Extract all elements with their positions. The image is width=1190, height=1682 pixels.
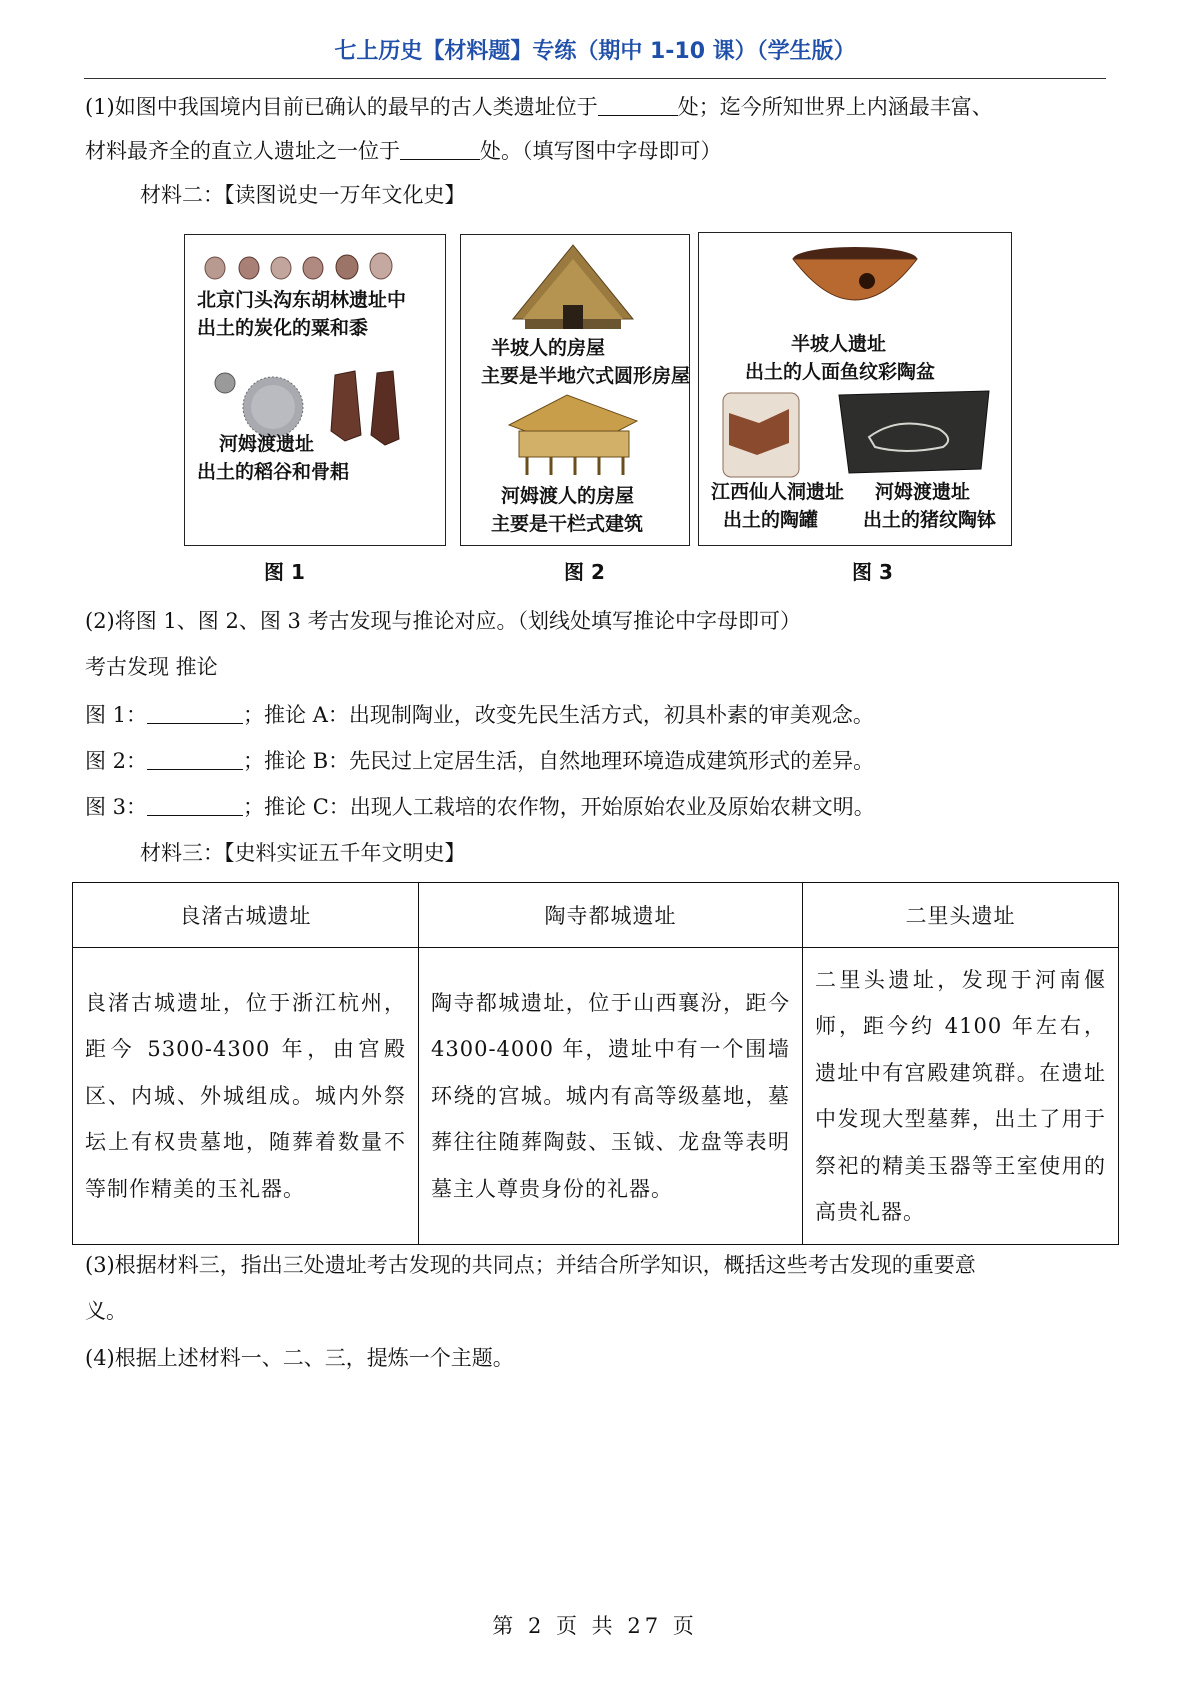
q2-row-2-fig: 图 2： [85, 749, 148, 773]
figure-2-label: 图 2 [564, 560, 605, 584]
q2-row-1-fig: 图 1： [85, 703, 148, 727]
table-header-liangzhu: 良渚古城遗址 [73, 883, 419, 948]
painted-basin-icon [793, 247, 917, 300]
millet-grains-icon [205, 253, 392, 279]
table-cell-liangzhu: 良渚古城遗址，位于浙江杭州，距今 5300-4300 年，由宫殿区、内城、外城组成。城内外祭坛上有权贵墓地，随葬着数量不等制作精美的玉礼器。 [73, 948, 419, 1245]
q1-text-d: 处。（填写图中字母即可） [480, 139, 722, 163]
q4-line-1: (4)根据上述材料一、二、三，提炼一个主题。 [85, 1346, 514, 1370]
figure-3-label: 图 3 [852, 560, 893, 584]
figure-2-caption-2: 主要是半地穴式圆形房屋 [481, 365, 691, 387]
round-hut-icon [513, 245, 633, 329]
stilt-house-icon [509, 395, 637, 475]
material3-table [72, 882, 1119, 1245]
figure-2-caption-1: 半坡人的房屋 [491, 337, 606, 359]
figure-1-label: 图 1 [264, 560, 305, 584]
figure-3-caption-6: 出土的猪纹陶钵 [863, 509, 997, 531]
figure-2-caption-3: 河姆渡人的房屋 [501, 485, 635, 507]
rice-grain-icon [215, 373, 303, 437]
table-header-erlitou: 二里头遗址 [803, 883, 1119, 948]
figure-3-caption-1: 半坡人遗址 [791, 333, 887, 355]
q2-answer-blank-2[interactable] [147, 747, 243, 770]
q1-text-c: 材料最齐全的直立人遗址之一位于 [85, 139, 400, 163]
q2-row-3-text: ；推论 C：出现人工栽培的农作物，开始原始农业及原始农耕文明。 [243, 795, 875, 819]
figure-1 [184, 234, 446, 546]
figure-3-caption-5: 河姆渡遗址 [875, 481, 971, 503]
table-row [73, 948, 1119, 1245]
q2-answer-blank-3[interactable] [147, 793, 243, 816]
q2-row-2-text: ；推论 B：先民过上定居生活，自然地理环境造成建筑形式的差异。 [243, 749, 875, 773]
q1-line-1 [85, 92, 993, 122]
q2-row-2 [85, 746, 874, 776]
page-header-title: 七上历史【材料题】专练（期中 1-10 课）（学生版） [334, 39, 856, 64]
q1-answer-blank-2[interactable] [400, 137, 480, 160]
table-cell-taosi: 陶寺都城遗址，位于山西襄汾，距今 4300-4000 年，遗址中有一个围墙环绕的宫城。城内有高等级墓地，墓葬往往随葬陶鼓、玉钺、龙盘等表明墓主人尊贵身份的礼器。 [419, 948, 803, 1245]
q2-row-1 [85, 700, 874, 730]
figure-1-caption-4: 出土的稻谷和骨耜 [197, 461, 350, 483]
q1-line-2 [85, 136, 722, 166]
figure-2-caption-4: 主要是干栏式建筑 [491, 513, 644, 535]
table-cell-erlitou: 二里头遗址，发现于河南偃师，距今约 4100 年左右，遗址中有宫殿建筑群。在遗址中发现大型墓葬，出土了用于祭祀的精美玉器等王室使用的高贵礼器。 [803, 948, 1119, 1245]
figure-2 [460, 234, 690, 546]
q2-row-1-text: ；推论 A：出现制陶业，改变先民生活方式，初具朴素的审美观念。 [243, 703, 874, 727]
q2-answer-blank-1[interactable] [147, 701, 243, 724]
q1-answer-blank-1[interactable] [598, 93, 678, 116]
figure-3-caption-2: 出土的人面鱼纹彩陶盆 [745, 361, 936, 383]
table-header-taosi: 陶寺都城遗址 [419, 883, 803, 948]
figure-3-caption-3: 江西仙人洞遗址 [711, 481, 845, 503]
material2-title: 材料二：【读图说史一万年文化史】 [140, 183, 466, 207]
figure-1-caption-3: 河姆渡遗址 [219, 433, 315, 455]
q2-row-3-fig: 图 3： [85, 795, 148, 819]
table-header-row [73, 883, 1119, 948]
pottery-jar-icon [723, 393, 799, 477]
pig-bowl-icon [839, 391, 989, 473]
q3-line-1: (3)根据材料三，指出三处遗址考古发现的共同点；并结合所学知识，概括这些考古发现的重要意 [85, 1253, 976, 1277]
page-footer: 第 2 页 共 27 页 [492, 1614, 698, 1638]
figure-1-artwork [185, 235, 445, 545]
figure-3-caption-4: 出土的陶罐 [723, 509, 819, 531]
figure-1-caption-2: 出土的炭化的粟和黍 [197, 317, 369, 339]
q2-intro: (2)将图 1、图 2、图 3 考古发现与推论对应。（划线处填写推论中字母即可） [85, 609, 802, 633]
bone-spade-icon [331, 371, 399, 445]
header-divider [84, 78, 1106, 79]
q3-line-2: 义。 [85, 1299, 127, 1323]
figure-3 [698, 232, 1012, 546]
material3-title: 材料三：【史料实证五千年文明史】 [140, 841, 466, 865]
q2-column-header: 考古发现 推论 [85, 655, 218, 679]
q1-text-a: (1)如图中我国境内目前已确认的最早的古人类遗址位于 [85, 95, 598, 119]
q1-text-b: 处；迄今所知世界上内涵最丰富、 [677, 95, 993, 119]
q2-row-3 [85, 792, 875, 822]
figure-1-caption-1: 北京门头沟东胡林遗址中 [197, 289, 407, 311]
